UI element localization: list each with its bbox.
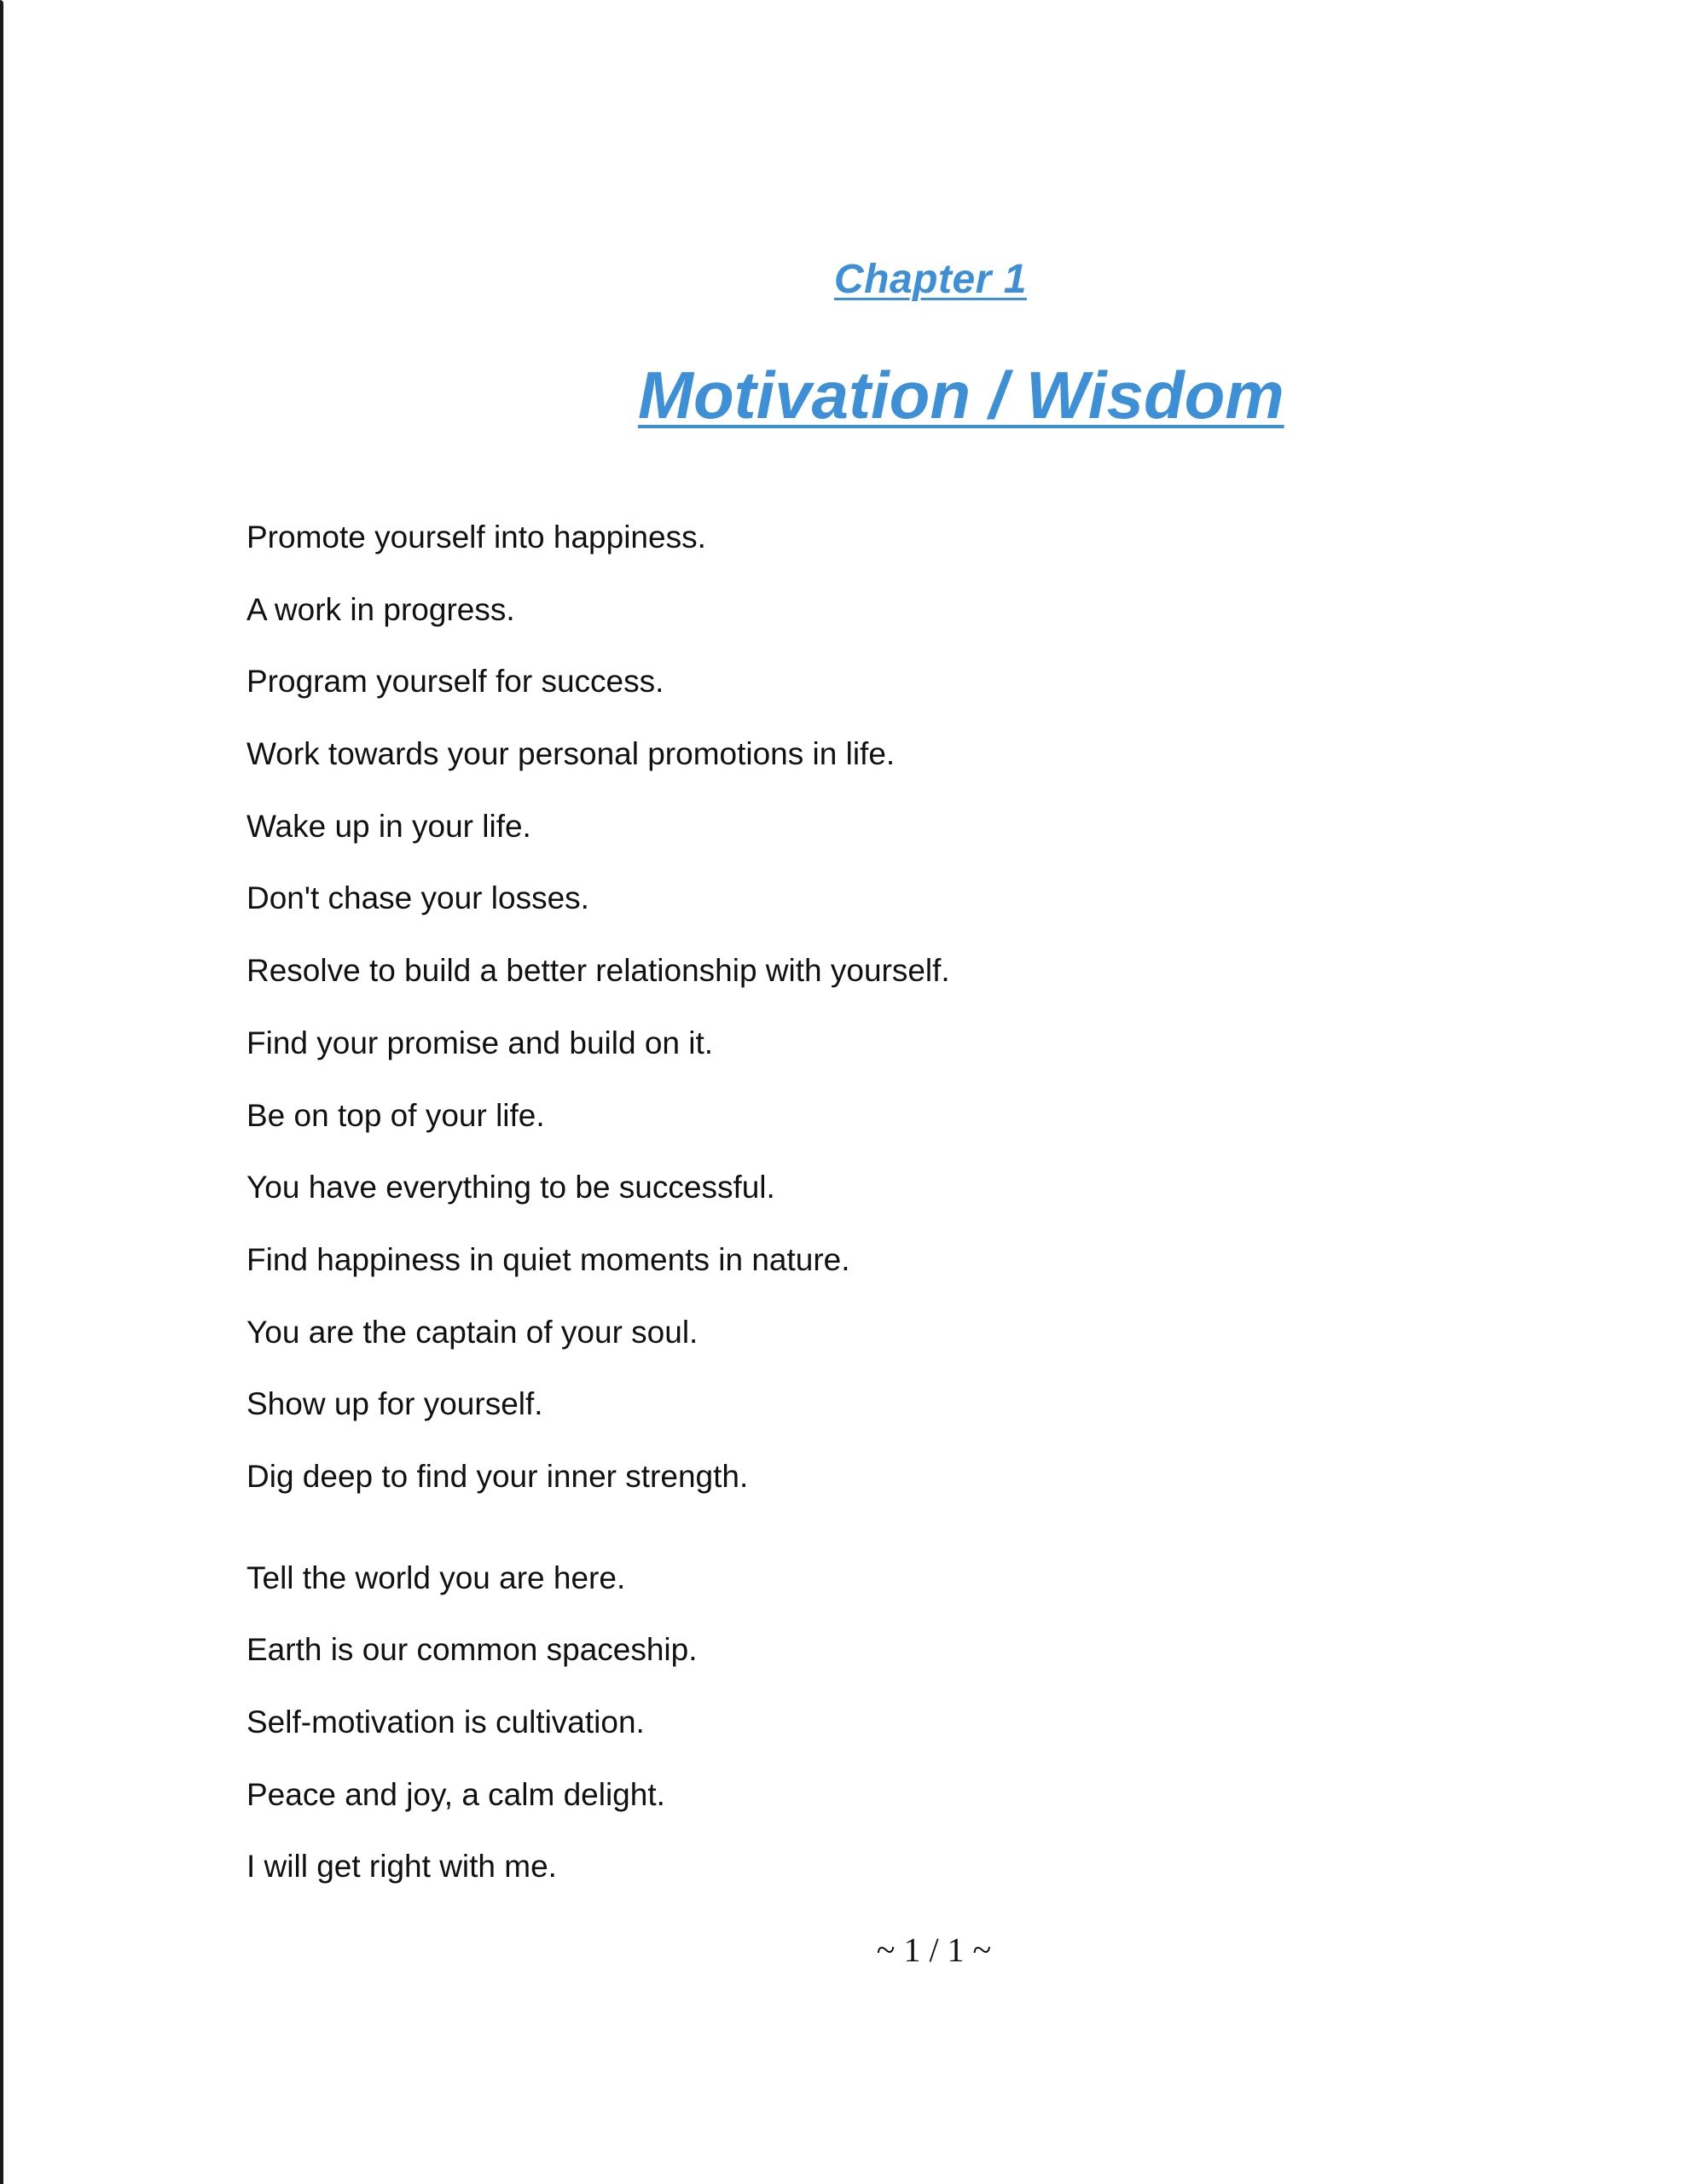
quote-line: Resolve to build a better relationship with yourself. xyxy=(246,953,950,989)
quote-line: Earth is our common spaceship. xyxy=(246,1632,698,1668)
chapter-label: Chapter 1 xyxy=(834,257,1027,302)
quote-line: You are the captain of your soul. xyxy=(246,1314,699,1350)
quote-line: Work towards your personal promotions in life. xyxy=(246,736,896,772)
chapter-title: Motivation / Wisdom xyxy=(638,357,1284,433)
quote-line: Dig deep to find your inner strength. xyxy=(246,1458,749,1494)
quote-line: Promote yourself into happiness. xyxy=(246,520,706,555)
page-number: ~ 1 / 1 ~ xyxy=(876,1931,992,1969)
quote-line: Wake up in your life. xyxy=(246,808,531,844)
quote-line: Self-motivation is cultivation. xyxy=(246,1705,645,1740)
quote-list xyxy=(246,512,950,1914)
quote-line: Program yourself for success. xyxy=(246,664,664,700)
quote-line: Peace and joy, a calm delight. xyxy=(246,1776,665,1812)
quote-line: Be on top of your life. xyxy=(246,1097,545,1133)
quote-line: A work in progress. xyxy=(246,591,515,627)
quote-line: Don't chase your losses. xyxy=(246,880,589,916)
quote-line: Find your promise and build on it. xyxy=(246,1025,714,1060)
quote-line: You have everything to be successful. xyxy=(246,1170,775,1205)
quote-line: Tell the world you are here. xyxy=(246,1560,626,1595)
scan-edge-border xyxy=(0,0,3,2184)
quote-line: Show up for yourself. xyxy=(246,1386,543,1422)
quote-line: Find happiness in quiet moments in nature. xyxy=(246,1241,850,1277)
quote-line: I will get right with me. xyxy=(246,1849,557,1885)
